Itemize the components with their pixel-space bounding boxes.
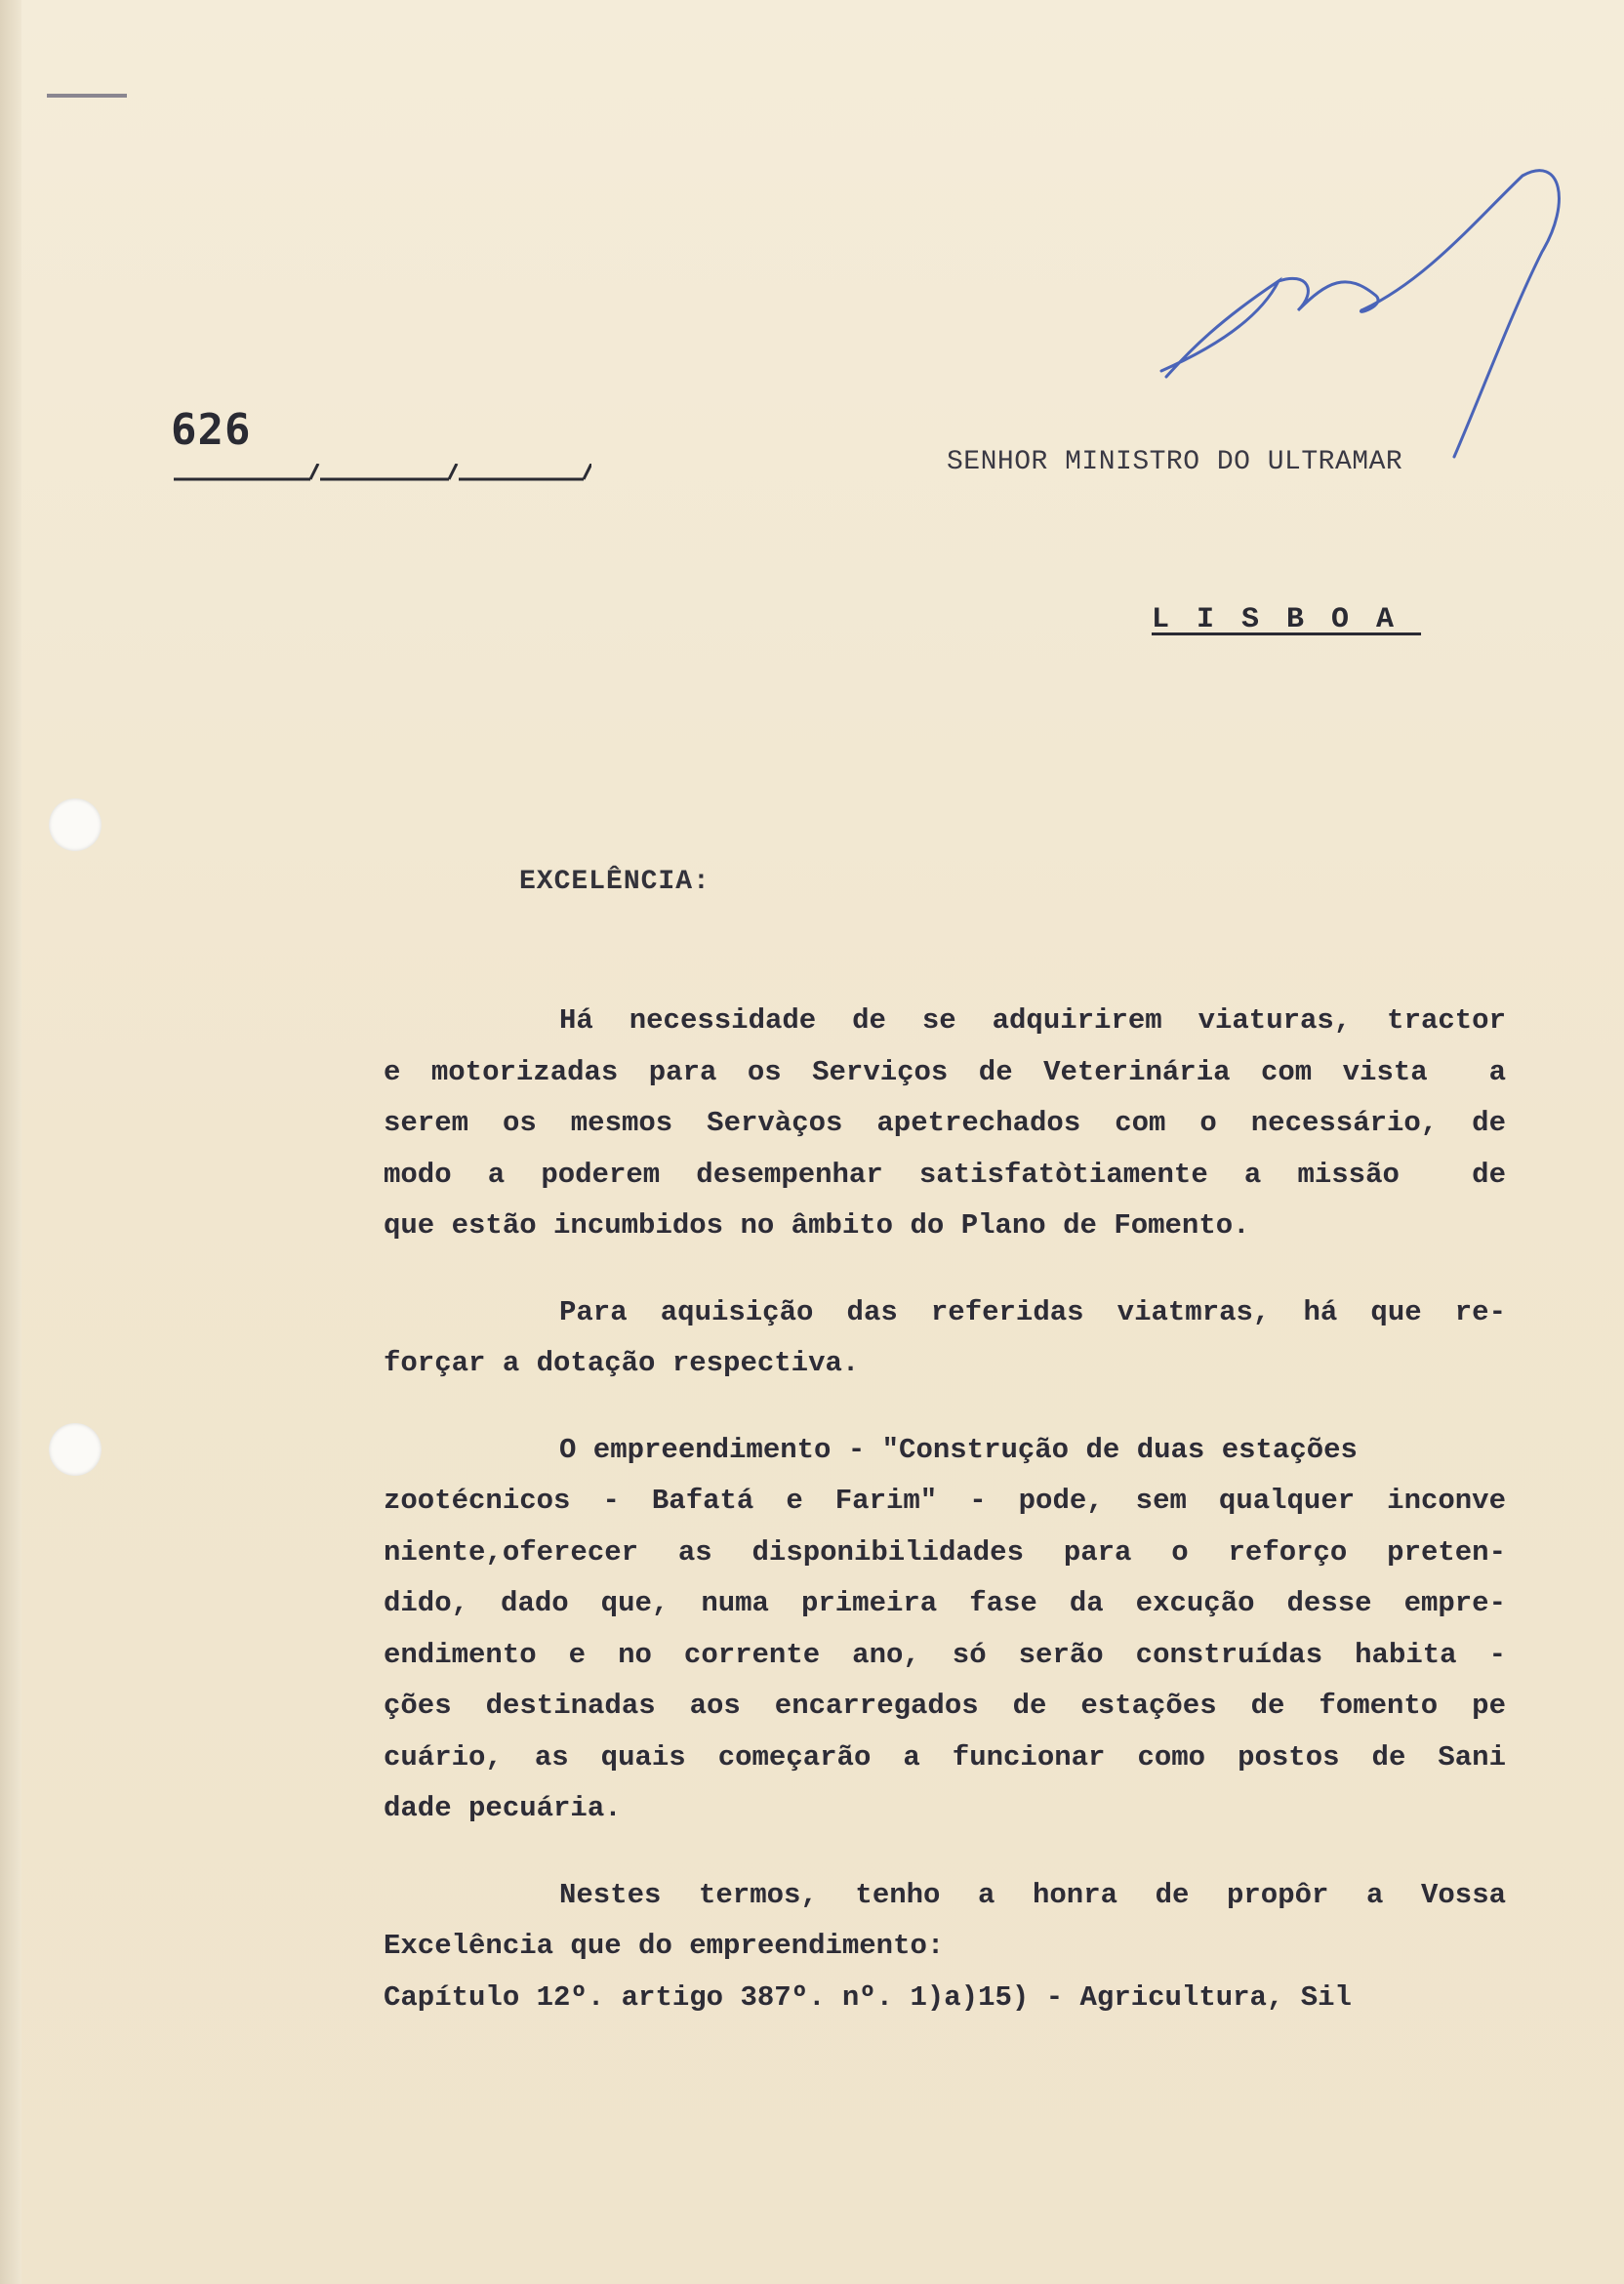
body-line: dido, dado que, numa primeira fase da excução desse empre-	[384, 1587, 1506, 1619]
body-line: e motorizadas para os Serviços de Veterinária com vista a	[384, 1055, 1506, 1088]
reference-number: 626	[171, 405, 252, 455]
body-line: Para aquisição das referidas viatmras, há que re-	[559, 1295, 1506, 1328]
body-line: dade pecuária.	[384, 1792, 622, 1824]
body-line: Há necessidade de se adquirirem viaturas, tractor	[559, 1004, 1506, 1037]
corner-mark	[47, 94, 127, 98]
addressee: SENHOR MINISTRO DO ULTRAMAR	[947, 447, 1403, 477]
body-line: niente,oferecer as disponibilidades para o reforço preten-	[384, 1535, 1506, 1569]
body-line: Nestes termos, tenho a honra de propôr a Vossa	[559, 1878, 1506, 1911]
reference-block	[171, 405, 251, 455]
paper-edge	[0, 0, 21, 2284]
body-line: modo a poderem desempenhar satisfatòtiamente a missão de	[384, 1158, 1506, 1191]
body-line: endimento e no corrente ano, só serão construídas habita -	[384, 1638, 1506, 1671]
body-line: forçar a dotação respectiva.	[384, 1347, 860, 1379]
salutation: EXCELÊNCIA:	[519, 867, 710, 897]
handwritten-initials	[1152, 164, 1581, 486]
body-line: zootécnicos - Bafatá e Farim" - pode, sem qualquer inconve	[384, 1485, 1506, 1517]
punch-hole	[49, 798, 102, 851]
body-line: Capítulo 12º. artigo 387º. nº. 1)a)15) - Agricultura, Sil	[384, 1980, 1352, 2014]
body-line: O empreendimento - "Construção de duas estações	[559, 1433, 1358, 1466]
body-line: Excelência que do empreendimento:	[384, 1930, 945, 1962]
body-line: serem os mesmos Servàços apetrechados com o necessário, de	[384, 1107, 1506, 1139]
body-line: cuário, as quais começarão a funcionar como postos de Sani	[384, 1740, 1506, 1774]
reference-date-line	[174, 464, 591, 483]
city: LISBOA	[1152, 603, 1422, 636]
letter-body	[384, 996, 1506, 2023]
body-line: ções destinadas aos encarregados de estações de fomento pe	[384, 1690, 1506, 1722]
punch-hole	[49, 1423, 102, 1476]
body-line: que estão incumbidos no âmbito do Plano de Fomento.	[384, 1209, 1250, 1242]
